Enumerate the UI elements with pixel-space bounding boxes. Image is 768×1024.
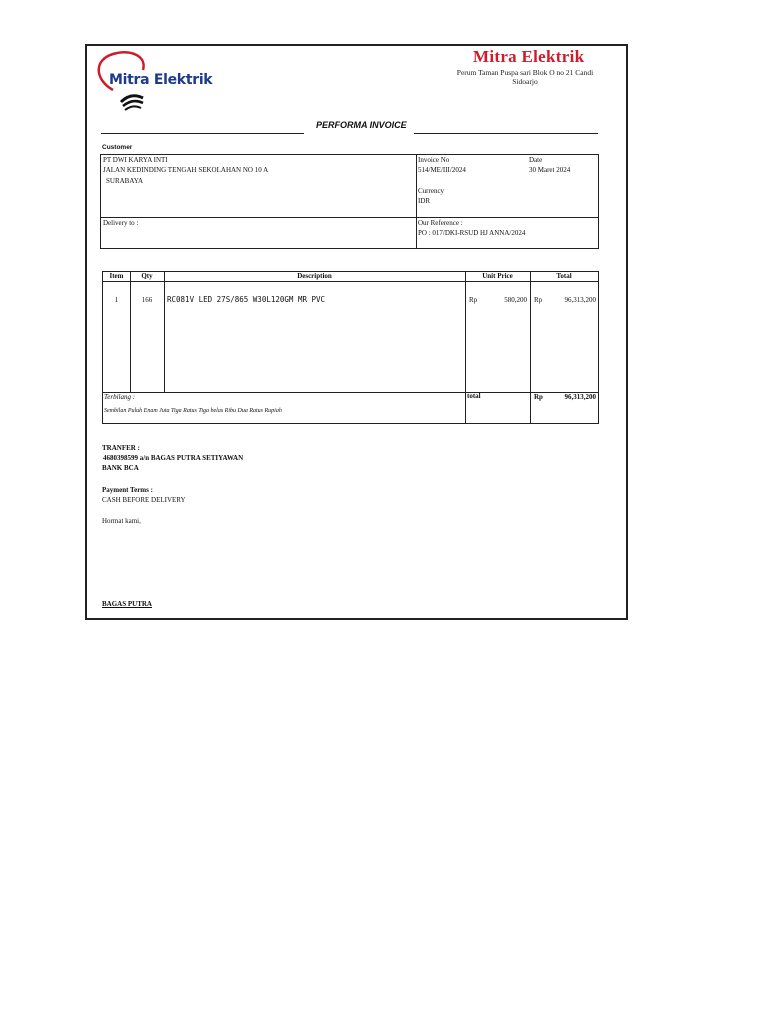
table-header-rule <box>103 281 598 282</box>
page-title: PERFORMA INVOICE <box>316 120 407 130</box>
header-description: Description <box>297 272 332 280</box>
row-description: RC081V LED 27S/865 W30L120GM MR PVC <box>167 295 326 304</box>
header-qty: Qty <box>141 272 153 280</box>
row-price-currency: Rp <box>469 296 478 304</box>
customer-address-2: SURABAYA <box>106 177 144 185</box>
info-row-divider <box>101 217 598 218</box>
payment-terms-label: Payment Terms : <box>102 486 153 494</box>
invoice-page <box>85 44 628 620</box>
transfer-bank: BANK BCA <box>102 464 139 472</box>
signatory-name: BAGAS PUTRA <box>102 600 152 608</box>
customer-label: Customer <box>102 144 133 151</box>
logo-text: Mitra Elektrik <box>109 72 213 88</box>
delivery-label: Delivery to : <box>103 219 139 227</box>
date-value: 30 Maret 2024 <box>529 166 571 174</box>
header-total: Total <box>556 272 572 280</box>
total-label: total <box>467 392 481 400</box>
title-rule-left <box>101 133 304 134</box>
row-unit-price: 580,200 <box>504 296 527 304</box>
currency-label: Currency <box>418 187 445 195</box>
header-unit-price: Unit Price <box>482 272 513 280</box>
transfer-label: TRANFER : <box>102 444 140 452</box>
header-item: Item <box>109 272 124 280</box>
col-divider-qty <box>164 272 165 392</box>
row-total: 96,313,200 <box>564 296 596 304</box>
company-address <box>445 68 605 86</box>
terbilang-label: Terbilang : <box>104 393 136 401</box>
grand-total: 96,313,200 <box>564 393 596 401</box>
closing-text: Hormat kami, <box>102 517 141 525</box>
company-logo <box>91 50 213 112</box>
invoice-no-value: 514/ME/III/2024 <box>418 166 466 174</box>
items-table <box>102 271 599 424</box>
row-qty: 166 <box>141 296 153 304</box>
customer-address-1: JALAN KEDINDING TENGAH SEKOLAHAN NO 10 A <box>103 166 269 174</box>
info-divider <box>416 155 417 248</box>
terbilang-value: Sembilan Puluh Enam Juta Tiga Ratus Tiga belas Ribu Dua Ratus Rupiah <box>104 408 282 414</box>
company-name: Mitra Elektrik <box>473 47 585 66</box>
reference-value: PO : 017/DKI-RSUD HJ ANNA/2024 <box>418 229 526 237</box>
currency-value: IDR <box>418 197 431 205</box>
title-rule-right <box>414 133 598 134</box>
address-line-2: Sidoarjo <box>512 77 538 86</box>
row-total-currency: Rp <box>534 296 543 304</box>
table-footer-rule <box>103 392 598 393</box>
row-item: 1 <box>114 296 119 304</box>
customer-info-box <box>100 154 599 249</box>
col-divider-item <box>130 272 131 392</box>
transfer-account: 4680398599 a/n BAGAS PUTRA SETIYAWAN <box>103 454 244 462</box>
customer-name: PT DWI KARYA INTI <box>103 156 168 164</box>
payment-terms-value: CASH BEFORE DELIVERY <box>102 496 186 504</box>
address-line-1: Perum Taman Puspa sari Blok O no 21 Candi <box>456 68 594 77</box>
col-divider-desc <box>465 272 466 423</box>
grand-total-currency: Rp <box>534 393 543 401</box>
date-label: Date <box>529 156 543 164</box>
reference-label: Our Reference : <box>418 219 463 227</box>
invoice-no-label: Invoice No <box>418 156 450 164</box>
col-divider-price <box>530 272 531 423</box>
